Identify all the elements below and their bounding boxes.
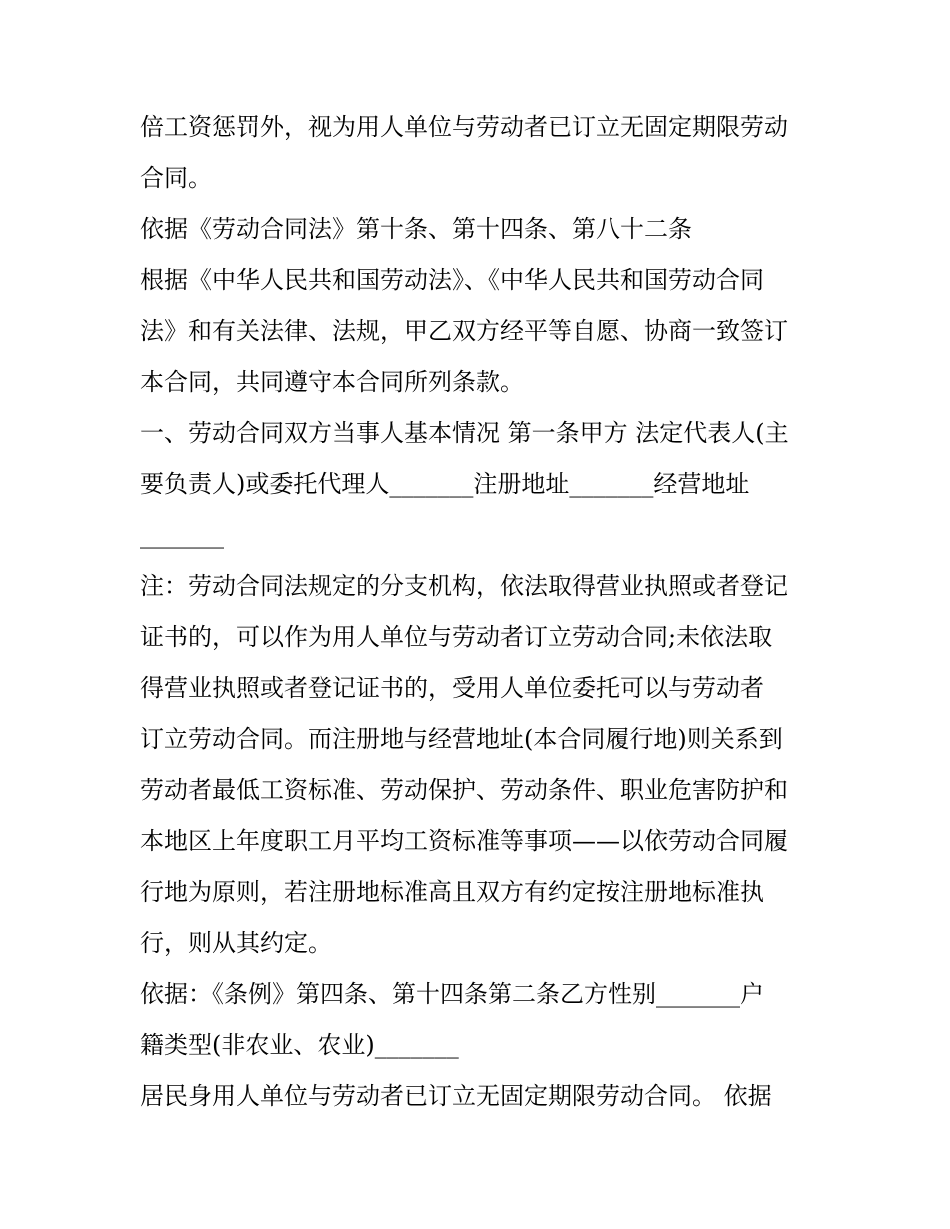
text-line-9: _______	[140, 521, 224, 549]
text-line-20: 居民身用人单位与劳动者已订立无固定期限劳动合同。 依据	[140, 1082, 772, 1110]
text-line-5: 法》和有关法律、法规，甲乙双方经平等自愿、协商一致签订	[140, 317, 788, 345]
text-line-8: 要负责人)或委托代理人_______注册地址_______经营地址	[140, 470, 750, 498]
text-line-10: 注：劳动合同法规定的分支机构，依法取得营业执照或者登记	[140, 572, 788, 600]
text-line-2: 合同。	[140, 164, 212, 192]
document-body	[140, 102, 820, 1122]
text-line-3: 依据《劳动合同法》第十条、第十四条、第八十二条	[140, 215, 692, 243]
text-line-7: 一、劳动合同双方当事人基本情况 第一条甲方 法定代表人(主	[140, 419, 789, 447]
text-line-1: 倍工资惩罚外，视为用人单位与劳动者已订立无固定期限劳动	[140, 113, 788, 141]
text-line-15: 本地区上年度职工月平均工资标准等事项——以依劳动合同履	[140, 827, 788, 855]
text-line-12: 得营业执照或者登记证书的，受用人单位委托可以与劳动者	[140, 674, 764, 702]
text-line-6: 本合同，共同遵守本合同所列条款。	[140, 368, 524, 396]
text-line-14: 劳动者最低工资标准、劳动保护、劳动条件、职业危害防护和	[140, 776, 788, 804]
text-line-11: 证书的，可以作为用人单位与劳动者订立劳动合同;未依法取	[140, 623, 773, 651]
text-line-17: 行，则从其约定。	[140, 929, 332, 957]
text-line-18: 依据：《条例》第四条、第十四条第二条乙方性别_______户	[140, 980, 764, 1008]
text-line-16: 行地为原则，若注册地标准高且双方有约定按注册地标准执	[140, 878, 764, 906]
text-line-4: 根据《中华人民共和国劳动法》、《中华人民共和国劳动合同	[140, 266, 764, 294]
text-line-13: 订立劳动合同。而注册地与经营地址(本合同履行地)则关系到	[140, 725, 783, 753]
text-line-19: 籍类型(非农业、农业)_______	[140, 1031, 459, 1059]
